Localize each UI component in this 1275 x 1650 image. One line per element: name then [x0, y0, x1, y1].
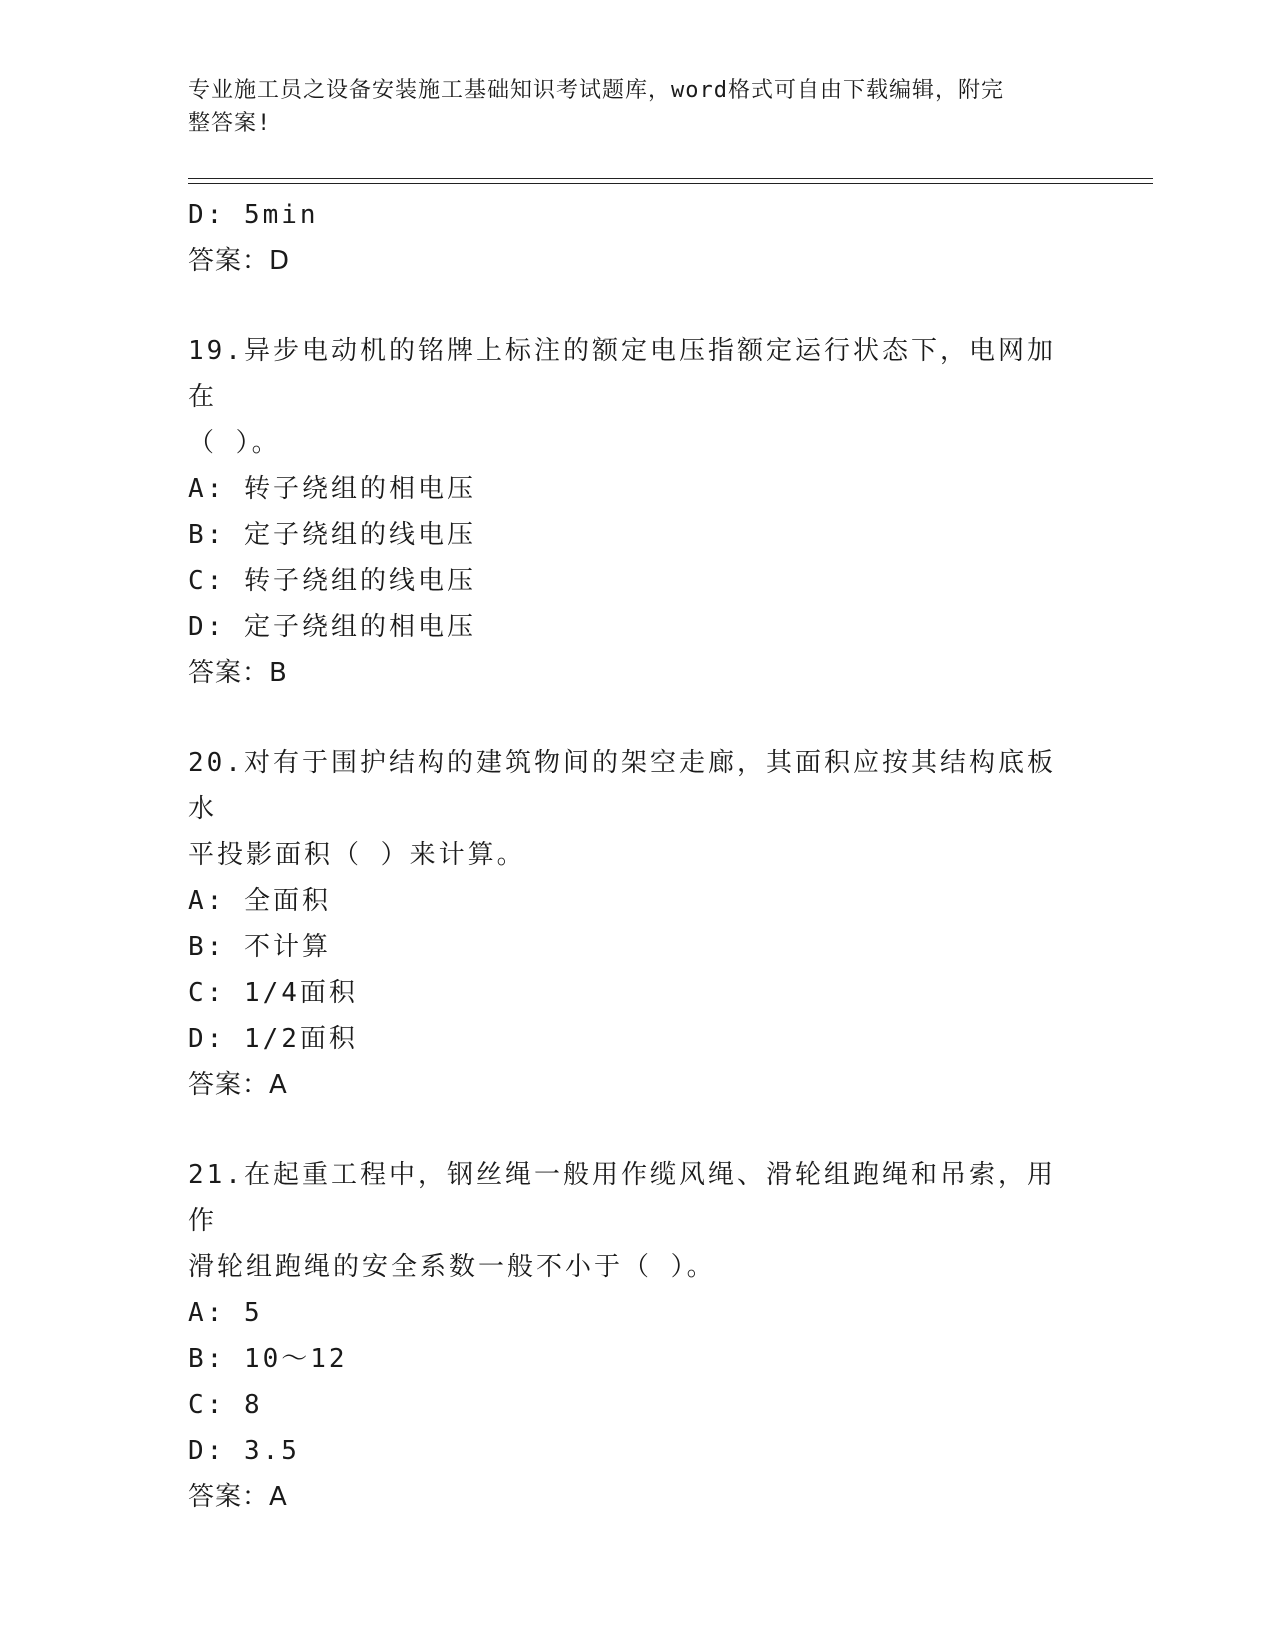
- question-stem-line-2: 滑轮组跑绳的安全系数一般不小于（ ）。: [188, 1252, 716, 1282]
- option-b: B: 不计算: [188, 932, 331, 962]
- option-a: A: 转子绕组的相电压: [188, 474, 476, 504]
- header-title-line-2: 整答案!: [188, 111, 272, 136]
- option-d: D: 5min: [188, 200, 319, 230]
- question-21: [188, 1152, 1088, 1520]
- question-stem-line-2: （ ）。: [188, 428, 281, 458]
- option-a: A: 5: [188, 1298, 263, 1328]
- option-b: B: 定子绕组的线电压: [188, 520, 476, 550]
- option-d: D: 1/2面积: [188, 1024, 358, 1054]
- option-d: D: 定子绕组的相电压: [188, 612, 476, 642]
- question-stem-line-1: 19.异步电动机的铭牌上标注的额定电压指额定运行状态下，电网加在: [188, 336, 1056, 412]
- document-header: [188, 74, 1068, 140]
- question-stem-line-1: 20.对有于围护结构的建筑物间的架空走廊，其面积应按其结构底板水: [188, 748, 1056, 824]
- question-stem-line-1: 21.在起重工程中，钢丝绳一般用作缆风绳、滑轮组跑绳和吊索，用作: [188, 1160, 1056, 1236]
- option-a: A: 全面积: [188, 886, 331, 916]
- answer-line: 答案：B: [188, 658, 288, 688]
- option-c: C: 1/4面积: [188, 978, 358, 1008]
- header-title-line-1: 专业施工员之设备安装施工基础知识考试题库，word格式可自由下载编辑，附完: [188, 78, 1004, 103]
- answer-line: 答案：D: [188, 246, 291, 276]
- answer-line: 答案：A: [188, 1070, 288, 1100]
- question-list: [188, 192, 1088, 1520]
- question-19: [188, 328, 1088, 696]
- question-stem-line-2: 平投影面积（ ）来计算。: [188, 840, 526, 870]
- header-divider-top: [188, 178, 1153, 179]
- option-b: B: 10～12: [188, 1344, 348, 1374]
- carryover-block: [188, 192, 1088, 284]
- header-divider-bottom: [188, 183, 1153, 184]
- option-c: C: 8: [188, 1390, 263, 1420]
- question-20: [188, 740, 1088, 1108]
- option-d: D: 3.5: [188, 1436, 300, 1466]
- option-c: C: 转子绕组的线电压: [188, 566, 476, 596]
- answer-line: 答案：A: [188, 1482, 288, 1512]
